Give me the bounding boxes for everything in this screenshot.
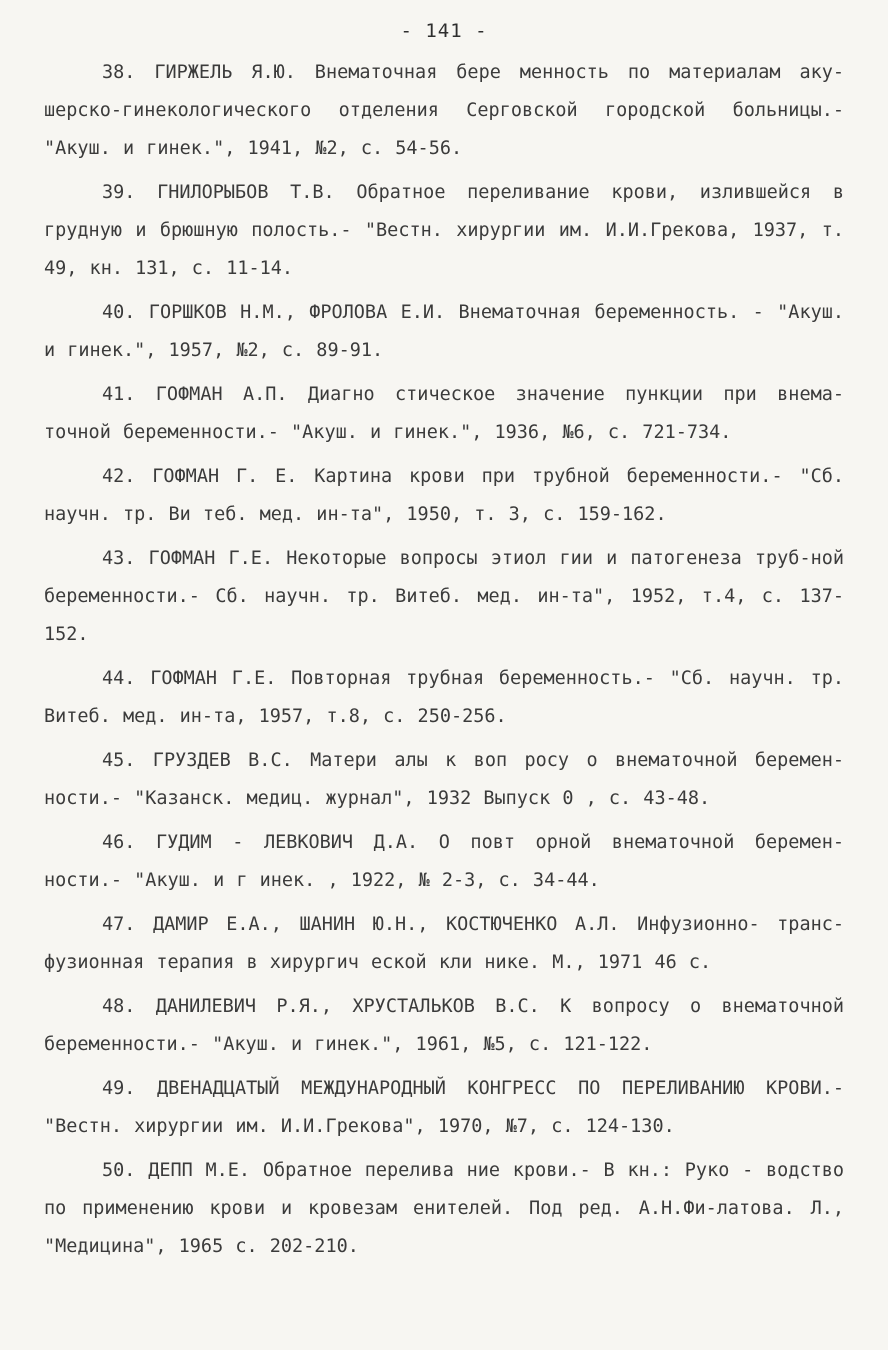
bibliography-entry-42: 42. ГОФМАН Г. Е. Картина крови при трубной беременности.- "Сб. научн. тр. Ви теб. мед. ин-та", 1950, т. 3, с. 159-162.	[44, 466, 844, 525]
bibliography-list	[44, 54, 844, 1272]
bibliography-entry-48: 48. ДАНИЛЕВИЧ Р.Я., ХРУСТАЛЬКОВ В.С. К вопросу о внематочной беременности.- "Акуш. и гинек.", 1961, №5, с. 121-122.	[44, 996, 844, 1055]
bibliography-entry-41: 41. ГОФМАН А.П. Диагно стическое значение пункции при внема-точной беременности.- "Акуш. и гинек.", 1936, №6, с. 721-734.	[44, 384, 844, 443]
bibliography-entry-39: 39. ГНИЛОРЫБОВ Т.В. Обратное переливание крови, излившейся в грудную и брюшную полость.- "Вестн. хирургии им. И.И.Грекова, 1937, т. 49, кн. 131, с. 11-14.	[44, 182, 844, 279]
bibliography-entry-50: 50. ДЕПП М.Е. Обратное перелива ние крови.- В кн.: Руко - водство по применению крови и кровезам енителей. Под ред. А.Н.Фи-латова. Л., "Медицина", 1965 с. 202-210.	[44, 1160, 844, 1257]
bibliography-entry-45: 45. ГРУЗДЕВ В.С. Матери алы к воп росу о внематочной беремен-ности.- "Казанск. медиц. журнал", 1932 Выпуск 0 , с. 43-48.	[44, 750, 844, 809]
bibliography-entry-47: 47. ДАМИР Е.А., ШАНИН Ю.Н., КОСТЮЧЕНКО А.Л. Инфузионно- транс-фузионная терапия в хирургич еской кли нике. М., 1971 46 с.	[44, 914, 844, 973]
bibliography-entry-49: 49. ДВЕНАДЦАТЫЙ МЕЖДУНАРОДНЫЙ КОНГРЕСС ПО ПЕРЕЛИВАНИЮ КРОВИ.- "Вестн. хирургии им. И.И.Грекова", 1970, №7, с. 124-130.	[44, 1078, 844, 1137]
bibliography-entry-43: 43. ГОФМАН Г.Е. Некоторые вопросы этиол гии и патогенеза труб-ной беременности.- Сб. научн. тр. Витеб. мед. ин-та", 1952, т.4, с. 137-152.	[44, 548, 844, 645]
bibliography-entry-38: 38. ГИРЖЕЛЬ Я.Ю. Внематочная бере менность по материалам аку-шерско-гинекологического отделения Серговской городской больницы.- "Акуш. и гинек.", 1941, №2, с. 54-56.	[44, 62, 844, 159]
bibliography-entry-44: 44. ГОФМАН Г.Е. Повторная трубная беременность.- "Сб. научн. тр. Витеб. мед. ин-та, 1957, т.8, с. 250-256.	[44, 668, 844, 727]
page-number: - 141 -	[400, 20, 488, 42]
bibliography-entry-40: 40. ГОРШКОВ Н.М., ФРОЛОВА Е.И. Внематочная беременность. - "Акуш. и гинек.", 1957, №2, с. 89-91.	[44, 302, 844, 361]
bibliography-entry-46: 46. ГУДИМ - ЛЕВКОВИЧ Д.А. О повт орной внематочной беремен-ности.- "Акуш. и г инек. , 1922, № 2-3, с. 34-44.	[44, 832, 844, 891]
